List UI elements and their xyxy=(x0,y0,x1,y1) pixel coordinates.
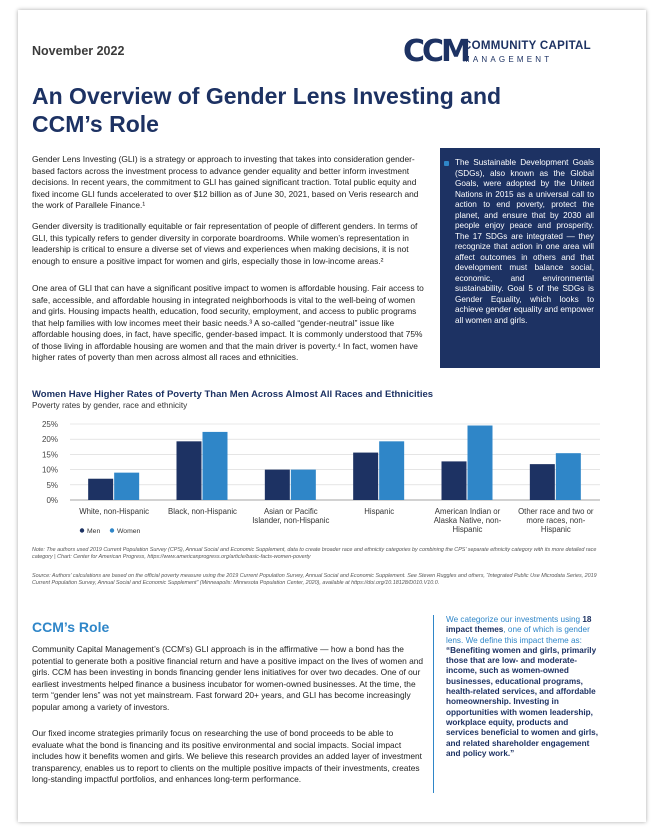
bar-women-4 xyxy=(468,426,493,500)
x-category-label: Islander, non-Hispanic xyxy=(252,516,330,525)
company-logo xyxy=(403,36,613,70)
bar-women-5 xyxy=(556,453,581,500)
intro-paragraph-2: Gender diversity is traditionally equitable or fair representation of people of different genders. In terms of GLI, this typically refers to gender diversity in corporate boardrooms. While women’s representation in leadership is critical to ensure a diverse set of views and experiences when making decisions, it is not enough to ensure a positive impact for women and girls, especially those in low-income areas.² xyxy=(32,221,418,266)
bar-women-2 xyxy=(291,470,316,500)
callout-bold: 18 impact themes xyxy=(446,615,592,635)
bar-men-3 xyxy=(353,453,378,500)
chart-subtitle: Poverty rates by gender, race and ethnicity xyxy=(32,401,188,410)
bar-women-3 xyxy=(379,441,404,500)
bar-women-0 xyxy=(114,473,139,500)
x-category-label: Hispanic xyxy=(540,525,571,534)
y-tick-label: 25% xyxy=(41,420,58,429)
bar-men-0 xyxy=(88,479,113,500)
title-line-2: CCM’s Role xyxy=(32,111,159,137)
bar-men-2 xyxy=(265,470,290,500)
bar-men-5 xyxy=(530,464,555,500)
x-category-label: Hispanic xyxy=(364,507,395,516)
sidebar-marker-icon xyxy=(444,161,449,166)
x-category-label: Hispanic xyxy=(452,525,483,534)
y-tick-label: 20% xyxy=(41,435,58,445)
bar-men-1 xyxy=(177,441,202,500)
ccm-role-paragraph-1: Community Capital Management’s (CCM’s) GLI approach is in the affirmative — how a bond has the potential to generate both a positive financial return and have a positive impact on the lives of women and girls. CCM has been investing in bonds financing gender lens initiatives for over two decades. One of our earliest investments helped finance a business incubator for women-owned businesses. At the time, the term “gender lens” was not yet mainstream. Fast forward 20+ years, and GLI has become increasingly popular among a variety of investors. xyxy=(32,644,424,712)
x-category-label: Alaska Native, non- xyxy=(433,516,502,525)
sidebar-text: The Sustainable Development Goals (SDGs), also known as the Global Goals, were adopted by the United Nations in 2015 as a universal call to action to end poverty, protect the planet, and ensure that by 2030 all people enjoy peace and prosperity. The 17 SDGs are integrated — they recognize that action in one area will affect outcomes in others and that development must balance social, economic, and environmental sustainability. Goal 5 of the SDGs is Gender Equality, which looks to achieve gender equality and empower all women and girls. xyxy=(455,158,594,325)
title-line-1: An Overview of Gender Lens Investing and xyxy=(32,83,502,109)
x-category-label: more races, non- xyxy=(526,516,586,525)
callout-lead: We categorize our investments using xyxy=(446,615,583,624)
x-category-label: Black, non-Hispanic xyxy=(168,507,237,516)
intro-paragraph-3: One area of GLI that can have a significant positive impact to women is affordable housing. Fair access to safe, accessible, and affordable housing in integrated neighborhoods is vital to the well-being of women and girls. Housing impacts health, education, food security, employment, and access to public programs that help families with low incomes meet their basic needs.³ A so-called “gender-neutral” issue like affordable housing does, in fact, have specific, gender-based impact. It is commonly understood that 75% of those living in affordable housing are women and that the main driver is poverty.⁴ In fact, women have higher rates of poverty than men across almost all races and ethnicities. xyxy=(32,283,424,362)
legend-label: Women xyxy=(117,528,141,535)
chart-note: Note: The authors used 2019 Current Population Survey (CPS), Annual Social and Economic Supplement, data to create broader race and ethnicity categories by combining the CPS’ separate ethnicity category with its more detailed race category | Chart: Center for American Progress, https://www.americanprogress.org/article/basic-facts-women-poverty xyxy=(32,547,597,560)
callout-mid: , one of which is gender lens. We define this impact theme as: xyxy=(446,625,590,645)
y-tick-label: 10% xyxy=(41,465,58,475)
callout-quote: “Benefiting women and girls, primarily those that are low- and moderate-income, such as women-owned businesses, educational programs, health-related services, and affordable homeownership. Investing in opportunities with women leadership, workplace equity, products and services beneficial to women and girls, and related shareholder engagement and policy work.” xyxy=(446,645,598,758)
ccm-role-paragraph-2: Our fixed income strategies primarily focus on researching the use of bond proceeds to be able to evaluate what the bond is financing and its positive environmental and social impacts. Social impact includes how it benefits women and girls. We believe this research provides an added layer of investment transparency, enables us to report to clients on the multiple positive impacts of their investments, creates long-standing impactful portfolios, and enhances long-term performance. xyxy=(32,728,422,784)
document-date: November 2022 xyxy=(32,44,125,58)
y-tick-label: 15% xyxy=(41,450,58,460)
legend-swatch xyxy=(80,528,84,532)
logo-subname: MANAGEMENT xyxy=(463,55,553,64)
impact-themes-callout xyxy=(433,615,600,793)
x-category-label: White, non-Hispanic xyxy=(79,507,150,516)
x-category-label: Asian or Pacific xyxy=(263,507,318,516)
x-category-label: American Indian or xyxy=(434,507,501,516)
logo-mark: CCM xyxy=(403,34,468,69)
y-tick-label: 0% xyxy=(46,496,58,505)
bar-women-1 xyxy=(203,432,228,500)
legend-swatch xyxy=(110,528,114,532)
page-title xyxy=(32,82,592,138)
poverty-bar-chart xyxy=(32,408,602,540)
bar-men-4 xyxy=(442,461,467,500)
logo-name: COMMUNITY CAPITAL xyxy=(463,40,591,52)
legend-label: Men xyxy=(87,528,101,535)
x-category-label: Other race and two or xyxy=(518,507,594,516)
intro-paragraph-1: Gender Lens Investing (GLI) is a strategy or approach to investing that takes into consideration gender-based factors across the investment process to advance gender equality and better inform investment decisions. In recent years, the commitment to GLI has gained significant traction. Total public equity and fixed income GLI funds accelerated to over $12 billion as of June 30, 2021, based on Veris research and the work of Parallele Finance.¹ xyxy=(32,154,419,210)
chart-source: Source: Authors’ calculations are based on the official poverty measure using the 2019 Current Population Survey, Annual Social and Economic Supplement. See Steven Ruggles and others, “Integrated Public Use Microdata Series, 2019 Current Population Survey, Annual Social and Economic Supplement” (Minneapolis: Minnesota Population Center, 2020), available at https://doi.org/10.18128/D010.V10.0. xyxy=(32,573,597,586)
sdg-sidebar xyxy=(440,148,600,368)
section-heading-ccm-role: CCM’s Role xyxy=(32,619,110,635)
chart-title: Women Have Higher Rates of Poverty Than Men Across Almost All Races and Ethnicities xyxy=(32,389,434,400)
y-tick-label: 5% xyxy=(46,480,58,490)
